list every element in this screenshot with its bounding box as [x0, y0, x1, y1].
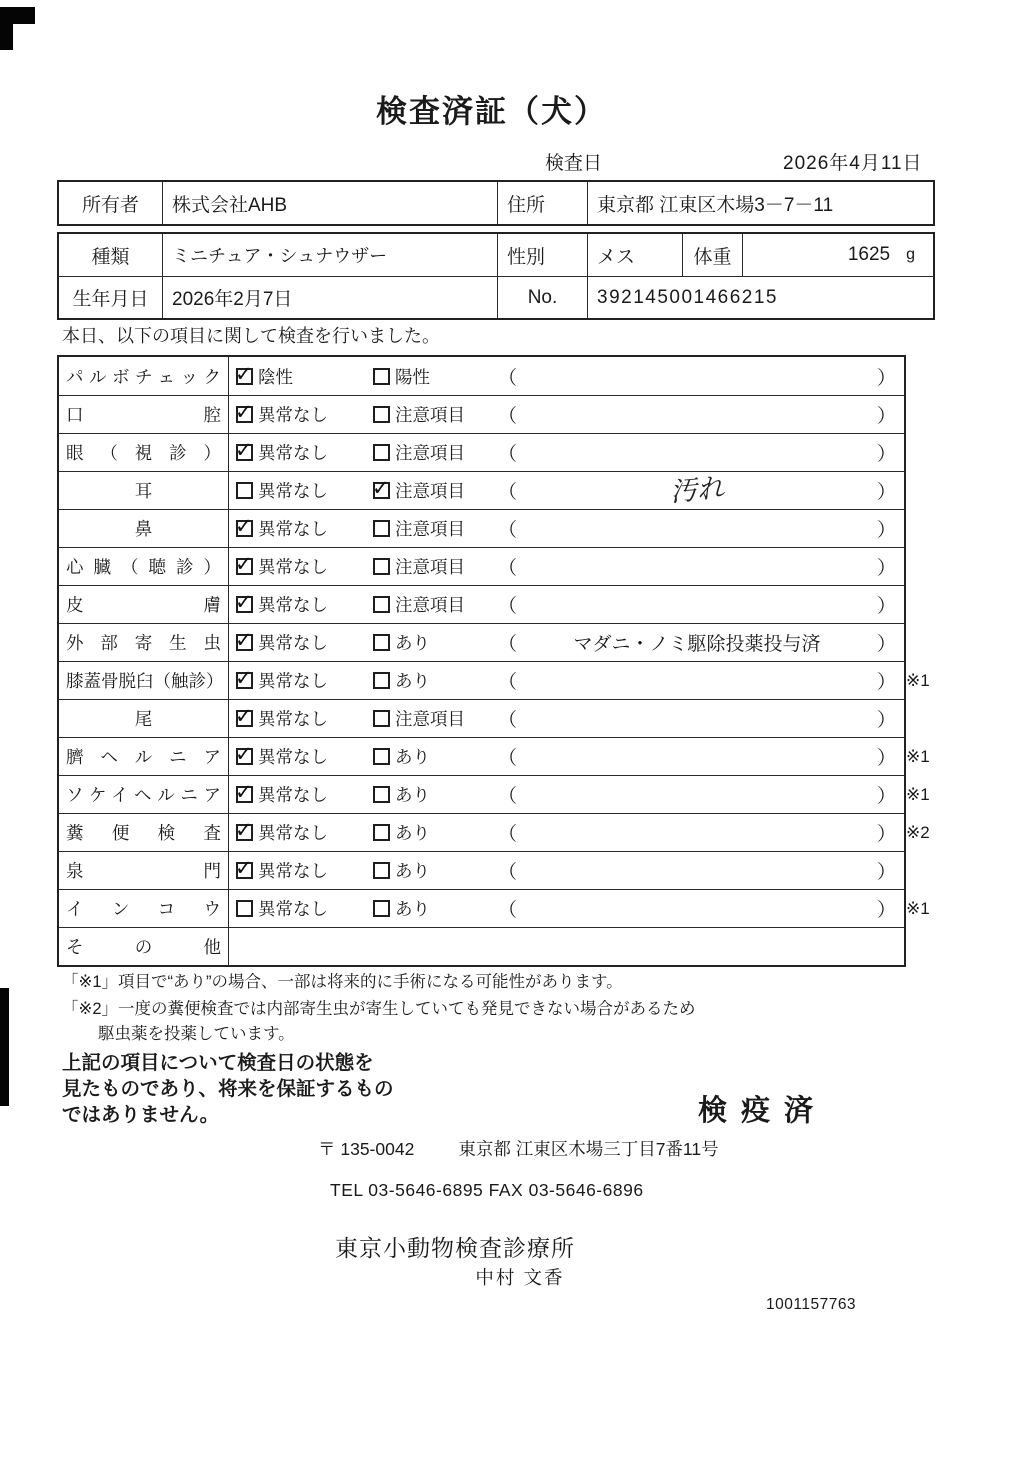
option1-checkbox	[236, 862, 253, 879]
option2	[373, 478, 498, 503]
note-area	[498, 553, 904, 580]
option1-checkbox	[236, 824, 253, 841]
checklist-row-body	[229, 510, 904, 547]
option1-checkbox	[236, 672, 253, 689]
option1-checkbox	[236, 748, 253, 765]
note-area	[498, 781, 904, 808]
info-table	[57, 232, 935, 320]
note-area	[498, 515, 904, 542]
paren-close: ）	[876, 558, 896, 579]
scan-artifact-left-edge	[0, 988, 9, 1106]
option1-label: 異常なし	[258, 519, 328, 539]
option2	[373, 630, 498, 655]
note-area	[498, 363, 904, 390]
checklist-row-label: 膝蓋骨脱臼（触診）	[66, 671, 224, 691]
clinic-address	[318, 1136, 719, 1161]
checklist-row-body	[229, 472, 904, 509]
checklist-row-label-cell	[59, 890, 229, 927]
checklist-row	[59, 395, 904, 433]
paren-open: （	[498, 482, 518, 503]
option2-label: 注意項目	[395, 595, 465, 615]
paren-close: ）	[876, 710, 896, 731]
birth-label: 生年月日	[72, 289, 149, 310]
checklist-row-label-cell	[59, 548, 229, 585]
option1-label: 異常なし	[258, 633, 328, 653]
paren-close: ）	[876, 672, 896, 693]
option1-label: 陰性	[258, 366, 293, 387]
checklist-row	[59, 357, 904, 395]
option2-label: 陽性	[395, 366, 430, 387]
checklist-row-label: 外部寄生虫	[66, 633, 221, 653]
paren-open: （	[498, 558, 518, 579]
serial-number: 1001157763	[766, 1296, 857, 1313]
option1	[236, 592, 373, 617]
option2	[373, 592, 498, 617]
option1	[236, 440, 373, 465]
weight-unit: g	[906, 246, 915, 263]
checklist-row-label-cell	[59, 738, 229, 775]
checklist-row-body	[229, 700, 904, 737]
disclaimer-line-3: ではありません。	[62, 1104, 220, 1126]
footnote-2-line1: 「※2」一度の糞便検査では内部寄生虫が寄生していても発見できない場合があるため	[62, 1000, 696, 1018]
option2-checkbox	[373, 710, 390, 727]
paren-open: （	[498, 900, 518, 921]
option1	[236, 402, 373, 427]
checklist-row-label: ソケイヘルニア	[66, 785, 221, 805]
option1	[236, 478, 373, 503]
option2-checkbox	[373, 786, 390, 803]
no-value: 392145001466215	[587, 277, 933, 318]
row-remark: ※1	[906, 746, 930, 766]
option1-label: 異常なし	[258, 671, 328, 691]
paren-close: ）	[876, 634, 896, 655]
checklist-row	[59, 661, 930, 699]
option1-label: 異常なし	[258, 481, 328, 501]
checklist-row-label: 眼（視診）	[66, 443, 221, 463]
option2-label: あり	[395, 823, 430, 843]
option1-checkbox	[236, 444, 253, 461]
checklist-row-body	[229, 548, 904, 585]
tel-fax: TEL 03-5646-6895 FAX 03-5646-6896	[330, 1180, 644, 1200]
checklist-row	[59, 889, 930, 927]
option2	[373, 440, 498, 465]
checklist-row-body	[229, 776, 904, 813]
note-area	[498, 705, 904, 732]
option1-checkbox	[236, 786, 253, 803]
checklist-row-label: 心臓（聴診）	[66, 557, 221, 577]
checklist-row-label: 耳	[134, 481, 153, 501]
checklist-row-label: 口腔	[66, 405, 221, 425]
paren-open: （	[498, 862, 518, 883]
birth-value: 2026年2月7日	[162, 277, 497, 318]
option1-label: 異常なし	[258, 823, 328, 843]
option2	[373, 516, 498, 541]
paren-open: （	[498, 596, 518, 617]
option1-checkbox	[236, 520, 253, 537]
sex-label: 性別	[497, 234, 587, 276]
checklist-row	[59, 509, 904, 547]
checklist-row-label-cell	[59, 624, 229, 661]
paren-open: （	[498, 710, 518, 731]
checklist-row-label: パルボチェック	[66, 366, 221, 387]
checklist-row-body	[229, 928, 904, 965]
disclaimer-line-1: 上記の項目について検査日の状態を	[62, 1052, 374, 1074]
owner-value: 株式会社AHB	[162, 182, 497, 224]
option2	[373, 706, 498, 731]
option1	[236, 554, 373, 579]
option2-checkbox	[373, 596, 390, 613]
note-area	[498, 743, 904, 770]
checklist-row-label: その他	[66, 937, 221, 957]
option1	[236, 706, 373, 731]
footnote-1: 「※1」項目で“あり”の場合、一部は将来的に手術になる可能性があります。	[62, 973, 623, 991]
checklist-row-label-cell	[59, 700, 229, 737]
option1-checkbox	[236, 900, 253, 917]
checklist-row-label: 皮膚	[66, 595, 221, 615]
checklist-row-label-cell	[59, 928, 229, 965]
paren-open: （	[498, 824, 518, 845]
option2-checkbox	[373, 558, 390, 575]
option2	[373, 554, 498, 579]
checklist-row	[59, 813, 930, 851]
note-area	[498, 667, 904, 694]
option2-label: あり	[395, 785, 430, 805]
note-area	[498, 401, 904, 428]
option2-checkbox	[373, 482, 390, 499]
checklist-row	[59, 547, 904, 585]
paren-open: （	[498, 748, 518, 769]
note-area	[498, 857, 904, 884]
checklist-row	[59, 775, 930, 813]
row-remark: ※2	[906, 822, 930, 842]
footnote-2-line2: 駆虫薬を投薬しています。	[98, 1025, 295, 1043]
option2	[373, 858, 498, 883]
option2-label: あり	[395, 633, 430, 653]
option2-checkbox	[373, 368, 390, 385]
address-label: 住所	[497, 182, 587, 224]
option1-label: 異常なし	[258, 557, 328, 577]
paren-close: ）	[876, 900, 896, 921]
option1-label: 異常なし	[258, 747, 328, 767]
intro-text: 本日、以下の項目に関して検査を行いました。	[62, 326, 440, 346]
option1-label: 異常なし	[258, 899, 328, 919]
checklist-row-label: 尾	[134, 709, 153, 729]
checklist-row	[59, 585, 904, 623]
checklist-row-body	[229, 624, 904, 661]
paren-open: （	[498, 672, 518, 693]
option2-label: あり	[395, 861, 430, 881]
option1	[236, 516, 373, 541]
checklist-row	[59, 851, 904, 889]
checklist-row-label-cell	[59, 472, 229, 509]
option1-label: 異常なし	[258, 595, 328, 615]
checklist-row-body	[229, 852, 904, 889]
option2-label: 注意項目	[395, 519, 465, 539]
checklist-row-label: 臍ヘルニア	[66, 747, 221, 767]
paren-close: ）	[876, 748, 896, 769]
option2	[373, 820, 498, 845]
inspection-date-value: 2026年4月11日	[783, 153, 923, 174]
note-area	[498, 629, 904, 656]
address-value: 東京都 江東区木場3－7－11	[587, 182, 933, 224]
option2-checkbox	[373, 824, 390, 841]
row-remark: ※1	[906, 784, 930, 804]
option2-checkbox	[373, 900, 390, 917]
note-text: マダニ・ノミ駆除投薬投与済	[573, 634, 821, 655]
postal-code: 〒 135-0042	[318, 1139, 415, 1159]
inspection-date-label: 検査日	[545, 153, 603, 174]
paren-open: （	[498, 367, 518, 389]
checklist-row	[59, 471, 904, 509]
no-label: No.	[497, 277, 587, 318]
checklist-row	[59, 737, 930, 775]
checklist-row-body	[229, 890, 904, 927]
checklist-row	[59, 623, 904, 661]
option2	[373, 782, 498, 807]
paren-open: （	[498, 406, 518, 427]
option2	[373, 364, 498, 389]
option1-checkbox	[236, 596, 253, 613]
option1	[236, 744, 373, 769]
option2-label: 注意項目	[395, 481, 465, 501]
paren-close: ）	[876, 482, 896, 503]
option1	[236, 896, 373, 921]
note-text: 汚れ	[668, 472, 726, 509]
paren-close: ）	[876, 520, 896, 541]
option2-checkbox	[373, 634, 390, 651]
paren-close: ）	[876, 367, 896, 389]
disclaimer	[62, 1050, 394, 1128]
breed-value: ミニチュア・シュナウザー	[162, 234, 497, 276]
option1-label: 異常なし	[258, 405, 328, 425]
checklist-row-body	[229, 814, 904, 851]
option1	[236, 858, 373, 883]
checklist-row-label-cell	[59, 357, 229, 395]
option1-checkbox	[236, 710, 253, 727]
option1-label: 異常なし	[258, 861, 328, 881]
option1	[236, 364, 373, 389]
option1-checkbox	[236, 558, 253, 575]
row-remark: ※1	[906, 670, 930, 690]
option2-label: 注意項目	[395, 443, 465, 463]
checklist-row-body	[229, 662, 904, 699]
note-area	[498, 895, 904, 922]
paren-open: （	[498, 520, 518, 541]
note-area	[498, 819, 904, 846]
checklist-row	[59, 927, 904, 965]
owner-table	[57, 180, 935, 226]
option2	[373, 896, 498, 921]
option2-label: あり	[395, 747, 430, 767]
document-title: 検査済証（犬）	[376, 94, 607, 129]
checklist-row-label-cell	[59, 434, 229, 471]
checklist-row-label: 鼻	[134, 519, 153, 539]
option2-label: 注意項目	[395, 405, 465, 425]
weight-value: 1625	[847, 244, 891, 265]
checklist-row-label-cell	[59, 586, 229, 623]
option2	[373, 402, 498, 427]
option1-checkbox	[236, 368, 253, 385]
weight-label: 体重	[682, 234, 742, 276]
paren-open: （	[498, 634, 518, 655]
paren-close: ）	[876, 406, 896, 427]
option2-label: 注意項目	[395, 709, 465, 729]
checklist-row-label-cell	[59, 396, 229, 433]
paren-close: ）	[876, 444, 896, 465]
checklist-row-label-cell	[59, 510, 229, 547]
option1-checkbox	[236, 406, 253, 423]
owner-label: 所有者	[81, 194, 139, 216]
checklist-row	[59, 699, 904, 737]
clinic-name: 東京小動物検査診療所	[335, 1235, 575, 1261]
paren-close: ）	[876, 596, 896, 617]
option2-checkbox	[373, 520, 390, 537]
option1-checkbox	[236, 634, 253, 651]
paren-open: （	[498, 444, 518, 465]
paren-close: ）	[876, 862, 896, 883]
checklist-row-label-cell	[59, 814, 229, 851]
disclaimer-line-2: 見たものであり、将来を保証するもの	[62, 1078, 394, 1100]
note-area	[498, 471, 904, 510]
veterinarian-name: 中村 文香	[475, 1267, 565, 1288]
checklist-row-label: 泉門	[66, 861, 221, 881]
option2-label: あり	[395, 899, 430, 919]
option1	[236, 782, 373, 807]
checklist-row-body	[229, 738, 904, 775]
option1-checkbox	[236, 482, 253, 499]
option2-label: あり	[395, 671, 430, 691]
option1	[236, 820, 373, 845]
quarantine-stamp: 検疫済	[698, 1095, 828, 1127]
weight-value-cell	[742, 234, 933, 276]
option1-label: 異常なし	[258, 443, 328, 463]
checklist-row-body	[229, 586, 904, 623]
row-remark: ※1	[906, 898, 930, 918]
option2-checkbox	[373, 672, 390, 689]
option2-label: 注意項目	[395, 557, 465, 577]
breed-label: 種類	[91, 246, 130, 268]
option2-checkbox	[373, 406, 390, 423]
option2	[373, 668, 498, 693]
paren-open: （	[498, 786, 518, 807]
checklist-body	[59, 357, 930, 965]
checklist-row-body	[229, 396, 904, 433]
option2-checkbox	[373, 444, 390, 461]
paren-close: ）	[876, 824, 896, 845]
option2-checkbox	[373, 862, 390, 879]
checklist-row-label: インコウ	[66, 899, 221, 919]
option2-checkbox	[373, 748, 390, 765]
option2	[373, 744, 498, 769]
checklist-row-label-cell	[59, 852, 229, 889]
checklist-row-label-cell	[59, 662, 229, 699]
option1-label: 異常なし	[258, 785, 328, 805]
sex-value: メス	[587, 234, 682, 276]
checklist-row-label-cell	[59, 776, 229, 813]
checklist-row-body	[229, 357, 904, 395]
option1	[236, 668, 373, 693]
option1	[236, 630, 373, 655]
checklist-row-label: 糞便検査	[66, 823, 221, 843]
scan-artifact-top-left-2	[0, 7, 13, 50]
note-area	[498, 591, 904, 618]
street-address: 東京都 江東区木場三丁目7番11号	[458, 1139, 719, 1159]
option1-label: 異常なし	[258, 709, 328, 729]
paren-close: ）	[876, 786, 896, 807]
checklist-table	[57, 355, 930, 967]
